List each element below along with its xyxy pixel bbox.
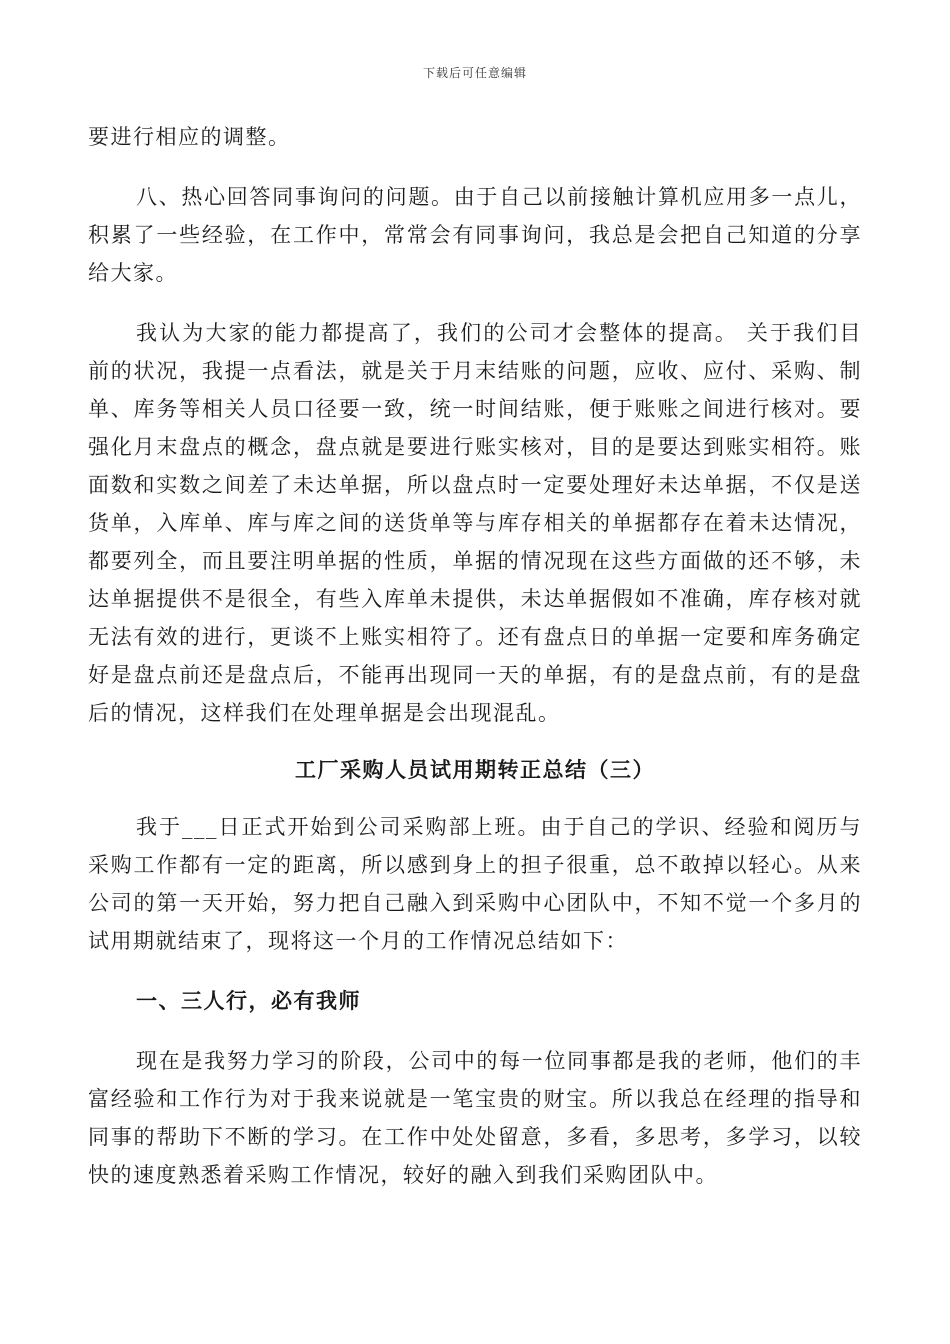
paragraph-intro: 我于___日正式开始到公司采购部上班。由于自己的学识、经验和阅历与采购工作都有一定的距离，所以感到身上的担子很重，总不敢掉以轻心。从来公司的第一天开始，努力把自己融入到采购中心团队中，不知不觉一个多月的试用期就结束了，现将这一个月的工作情况总结如下： [88, 815, 862, 953]
paragraph-adjustment: 要进行相应的调整。 [88, 125, 291, 149]
page-header-note: 下载后可任意编辑 [422, 66, 527, 80]
document-body [88, 118, 862, 1194]
paragraph-item-eight: 八、热心回答同事询问的问题。由于自己以前接触计算机应用多一点儿，积累了一些经验，在工作中，常常会有同事询问，我总是会把自己知道的分享给大家。 [88, 185, 862, 285]
paragraph-month-end-closing: 我认为大家的能力都提高了，我们的公司才会整体的提高。 关于我们目前的状况，我提一点看法，就是关于月末结账的问题，应收、应付、采购、制单、库务等相关人员口径要一致，统一时间结账，便于账账之间进行核对。要强化月末盘点的概念，盘点就是要进行账实核对，目的是要达到账实相符。账面数和实数之间差了未达单据，所以盘点时一定要处理好未达单据，不仅是送货单，入库单、库与库之间的送货单等与库存相关的单据都存在着未达情况，都要列全，而且要注明单据的性质，单据的情况现在这些方面做的还不够，未达单据提供不是很全，有些入库单未提供，未达单据假如不准确，库存核对就无法有效的进行，更谈不上账实相符了。还有盘点日的单据一定要和库务确定好是盘点前还是盘点后，不能再出现同一天的单据，有的是盘点前，有的是盘后的情况，这样我们在处理单据是会出现混乱。 [88, 321, 862, 725]
subheading-one: 一、三人行，必有我师 [136, 988, 361, 1013]
section-title: 工厂采购人员试用期转正总结（三） [295, 757, 655, 782]
paragraph-learning: 现在是我努力学习的阶段，公司中的每一位同事都是我的老师，他们的丰富经验和工作行为对于我来说就是一笔宝贵的财宝。所以我总在经理的指导和同事的帮助下不断的学习。在工作中处处留意，多看，多思考，多学习，以较快的速度熟悉着采购工作情况，较好的融入到我们采购团队中。 [88, 1049, 862, 1187]
